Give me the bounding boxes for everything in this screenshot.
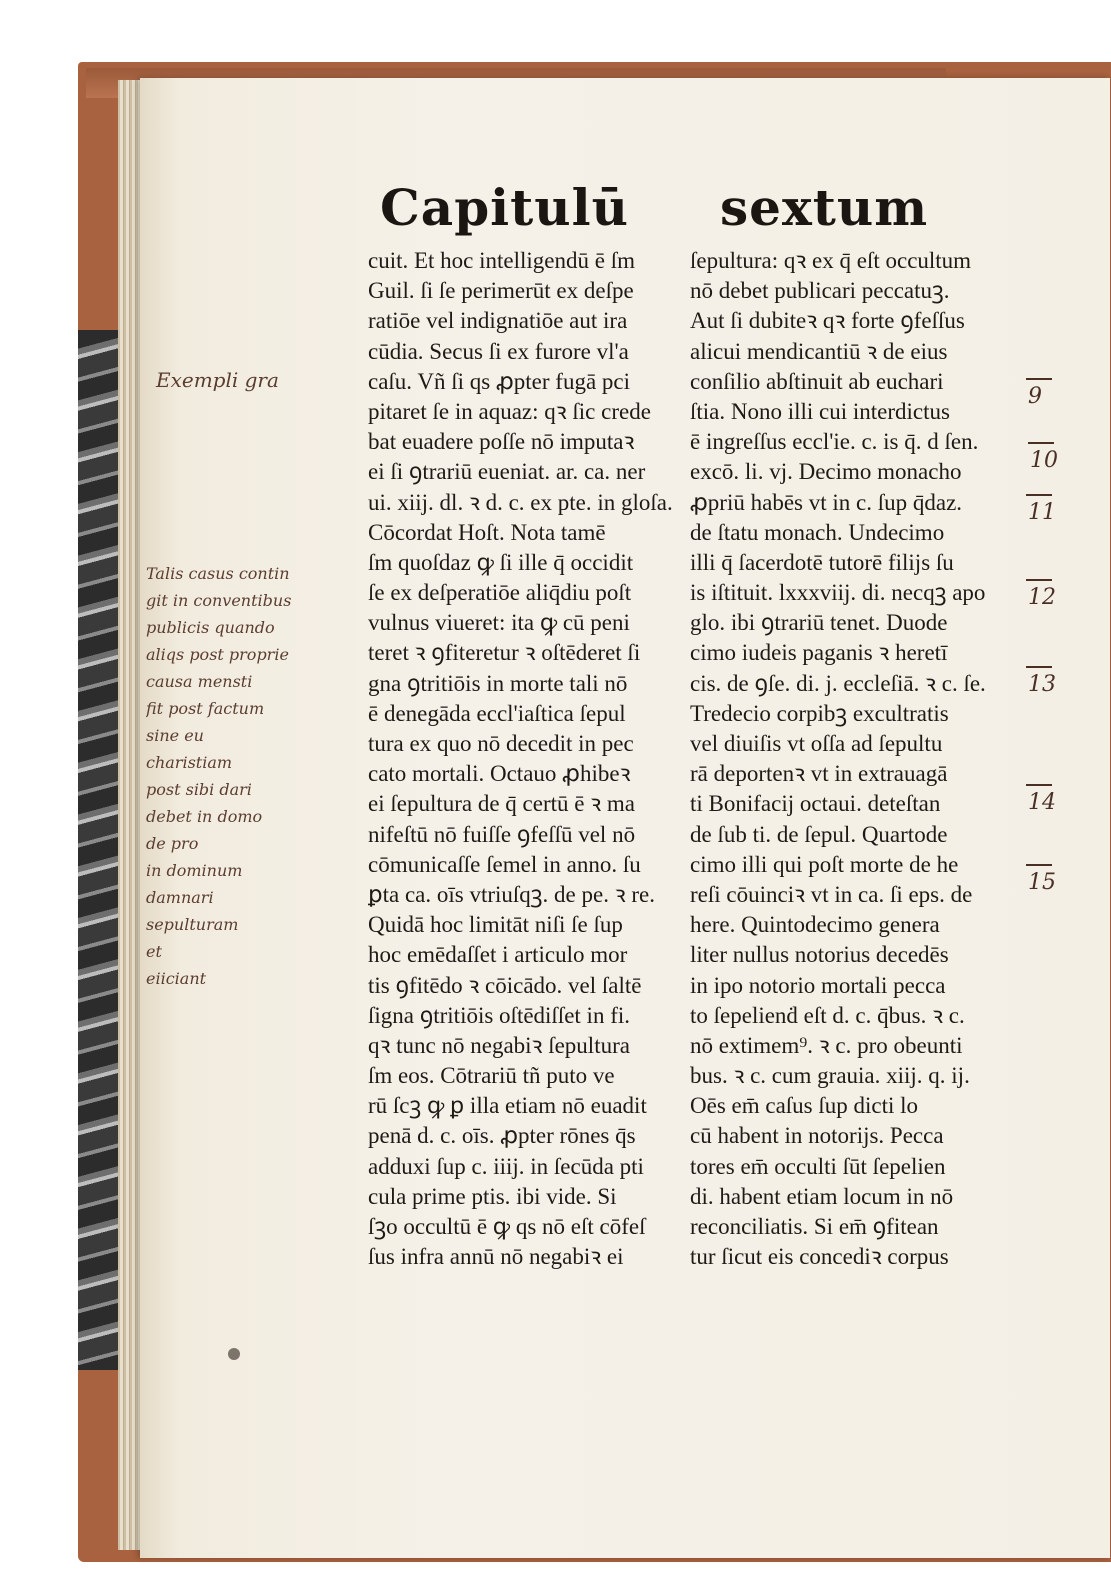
handwritten-margin-notes <box>146 560 364 992</box>
text-line: alicui mendicantiū ꝛ de eius <box>690 338 948 364</box>
text-line: ei ſepultura de q̄ certū ē ꝛ ma <box>368 791 635 817</box>
margin-number-dash <box>1026 579 1052 581</box>
text-line: vulnus viueret: ita ꝙ cū peni <box>368 610 630 636</box>
handwritten-note-line: causa mensti <box>146 672 253 691</box>
margin-number: 9 <box>1028 384 1042 409</box>
text-line: bus. ꝛ c. cum grauia. xiij. q. ij. <box>690 1063 970 1089</box>
marbled-endpaper <box>78 330 118 1370</box>
text-line: tis ꝯfitēdo ꝛ cōicādo. vel ſaltē <box>368 972 642 998</box>
handwritten-note-line: post sibi dari <box>146 780 252 799</box>
text-line: qꝛ tunc nō negabiꝛ ſepultura <box>368 1032 630 1058</box>
handwritten-note-line: fit post factum <box>146 699 265 718</box>
text-line: hoc emēdaſſet i articulo mor <box>368 942 628 968</box>
handwritten-note-line: charistiam <box>146 753 233 772</box>
text-line: teret ꝛ ꝯfiteretur ꝛ oſtēderet ſi <box>368 640 641 666</box>
text-line: tores em̄ occulti ſūt ſepelien <box>690 1153 946 1179</box>
text-line: excō. li. vj. Decimo monacho <box>690 459 962 485</box>
text-line: conſilio abſtinuit ab euchari <box>690 368 944 394</box>
handwritten-note-line: in dominum <box>146 861 243 880</box>
text-line: cū habent in notorijs. Pecca <box>690 1123 944 1149</box>
margin-note-top: Exempli gra <box>156 368 279 392</box>
text-line: ui. xiij. dl. ꝛ d. c. ex pte. in gloſa. <box>368 489 673 515</box>
text-line: penā d. c. oīs. ꝓpter rōnes q̄s <box>368 1123 636 1149</box>
margin-number-dash <box>1026 378 1052 380</box>
heading-right-word: sextum <box>720 178 929 237</box>
left-text-column <box>368 246 686 1272</box>
handwritten-note-line: aliqs post proprie <box>146 645 289 664</box>
text-line: nifeſtū nō fuiſſe ꝯfeſſū vel nō <box>368 821 636 847</box>
handwritten-note-line: de pro <box>146 834 199 853</box>
text-line: vel diuiſis vt oſſa ad ſepultu <box>690 731 943 756</box>
chapter-heading <box>380 178 940 248</box>
handwritten-note-line: sepulturam <box>146 915 239 934</box>
text-line: nō extimem⁹. ꝛ c. pro obeunti <box>690 1032 963 1058</box>
text-line: caſu. Vñ ſi qs ꝓpter fugā pci <box>368 368 631 394</box>
text-line: Tredecio corpibꝫ excultratis <box>690 700 949 726</box>
margin-number: 10 <box>1030 448 1058 473</box>
margin-number-dash <box>1026 784 1052 786</box>
text-line: is iſtituit. lxxxviij. di. necqꝫ apo <box>690 580 986 606</box>
text-line: ſꝫo occultū ē ꝙ qs nō eſt cōfeſ <box>368 1214 646 1239</box>
text-line: cuit. Et hoc intelligendū ē ſm <box>368 248 635 273</box>
text-line: Aut ſi dubiteꝛ qꝛ forte ꝯfeſſus <box>690 308 965 334</box>
text-line: cimo illi qui poſt morte de he <box>690 851 959 877</box>
text-line: ſe ex deſperatiōe aliq̄diu poſt <box>368 580 632 606</box>
ink-stain <box>228 1348 240 1360</box>
handwritten-note-line: debet in domo <box>146 807 263 826</box>
handwritten-note-line: sine eu <box>146 726 204 745</box>
margin-number: 14 <box>1028 790 1056 815</box>
margin-number-dash <box>1026 666 1052 668</box>
text-line: Guil. ſi ſe perimerūt ex deſpe <box>368 278 634 304</box>
text-line: cis. de ꝯſe. di. j. eccleſiā. ꝛ c. ſe. <box>690 670 986 696</box>
text-line: nō debet publicari peccatuꝫ. <box>690 278 950 304</box>
text-line: tura ex quo nō decedit in pec <box>368 731 634 756</box>
right-text-column <box>690 246 1016 1272</box>
text-line: ē denegāda eccl'iaſtica ſepul <box>368 700 626 726</box>
text-line: cūdia. Secus ſi ex furore vl'a <box>368 338 629 364</box>
text-line: di. habent etiam locum in nō <box>690 1183 954 1209</box>
text-line: cimo iudeis paganis ꝛ heretī <box>690 640 948 666</box>
text-line: reconciliatis. Si em̄ ꝯfitean <box>690 1214 939 1239</box>
text-line: ei ſi ꝯtrariū eueniat. ar. ca. ner <box>368 459 646 485</box>
text-line: ſepultura: qꝛ ex q̄ eſt occultum <box>690 248 972 273</box>
text-line: illi q̄ ſacerdotē tutorē filijs ſu <box>690 549 954 575</box>
text-line: glo. ibi ꝯtrariū tenet. Duode <box>690 610 948 636</box>
text-line: ſigna ꝯtritiōis oſtēdiſſet in fi. <box>368 1002 630 1028</box>
text-line: cato mortali. Octauo ꝓhibeꝛ <box>368 761 631 787</box>
margin-number: 11 <box>1028 500 1056 525</box>
margin-number-dash <box>1026 494 1052 496</box>
text-line: pitaret ſe in aquaz: qꝛ ſic crede <box>368 398 651 424</box>
text-line: ſus infra annū nō negabiꝛ ei <box>368 1244 624 1270</box>
text-line: in ipo notorio mortali pecca <box>690 972 946 998</box>
text-line: here. Quintodecimo genera <box>690 912 940 938</box>
handwritten-note-line: git in conventibus <box>146 591 292 610</box>
text-line: ſtia. Nono illi cui interdictus <box>690 398 950 424</box>
text-line: tur ſicut eis concediꝛ corpus <box>690 1244 949 1270</box>
text-line: de ſtatu monach. Undecimo <box>690 519 945 545</box>
handwritten-note-line: Talis casus contin <box>146 564 290 583</box>
text-line: Cōcordat Hoſt. Nota tamē <box>368 519 606 545</box>
margin-number-dash <box>1026 864 1052 866</box>
text-line: adduxi ſup c. iiij. in ſecūda pti <box>368 1153 644 1179</box>
text-line: ꝓpriū habēs vt in c. ſup q̄daz. <box>690 489 963 515</box>
handwritten-note-line: damnari <box>146 888 214 907</box>
handwritten-note-line: eiiciant <box>146 969 207 988</box>
text-line: rā deportenꝛ vt in extrauagā <box>690 761 948 787</box>
text-line: ti Bonifacij octaui. deteſtan <box>690 791 941 817</box>
text-line: bat euadere poſſe nō imputaꝛ <box>368 429 635 455</box>
text-line: ſm eos. Cōtrariū tñ puto ve <box>368 1063 615 1089</box>
text-line: ratiōe vel indignatiōe aut ira <box>368 308 628 334</box>
text-line: liter nullus notorius decedēs <box>690 942 949 968</box>
text-line: rū ſcꝫ ꝙ ꝑ illa etiam nō euadit <box>368 1093 647 1119</box>
margin-number: 13 <box>1028 672 1056 697</box>
heading-left-word: Capitulū <box>380 178 629 237</box>
text-line: gna ꝯtritiōis in morte tali nō <box>368 670 628 696</box>
handwritten-note-line: publicis quando <box>146 618 275 637</box>
text-line: reſi cōuinciꝛ vt in ca. ſi eps. de <box>690 881 973 907</box>
margin-number: 15 <box>1028 870 1056 895</box>
handwritten-note-line: et <box>146 942 162 961</box>
text-line: ſm quoſdaz ꝙ ſi ille q̄ occidit <box>368 549 634 575</box>
text-line: ꝑta ca. oīs vtriuſqꝫ. de pe. ꝛ re. <box>368 881 655 907</box>
text-line: cula prime ptis. ibi vide. Si <box>368 1183 617 1209</box>
margin-number: 12 <box>1028 585 1056 610</box>
text-line: de ſub ti. de ſepul. Quartode <box>690 821 948 847</box>
text-line: ē ingreſſus eccl'ie. c. is q̄. d ſen. <box>690 429 979 455</box>
text-line: to ſepelienḋ eſt d. c. q̄bus. ꝛ c. <box>690 1002 965 1028</box>
text-line: Quidā hoc limitāt niſi ſe ſup <box>368 912 623 938</box>
text-line: Oēs em̄ caſus ſup dicti lo <box>690 1093 919 1119</box>
margin-number-dash <box>1028 442 1054 444</box>
text-line: cōmunicaſſe ſemel in anno. ſu <box>368 851 641 877</box>
